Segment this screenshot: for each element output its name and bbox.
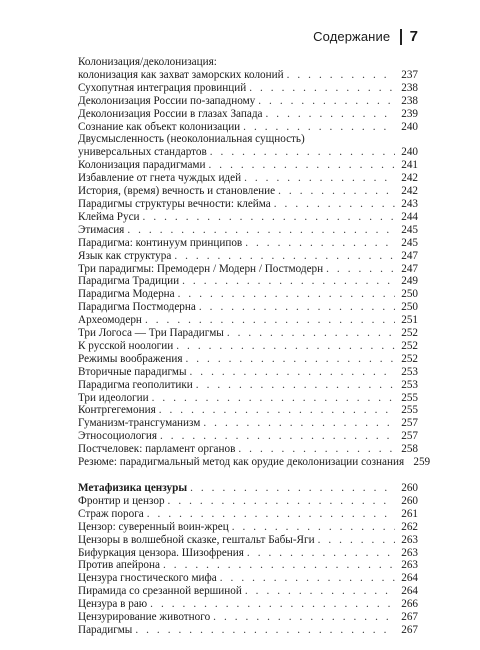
- running-header: [0, 28, 418, 45]
- toc-entry-page: 260: [401, 482, 418, 494]
- toc-entry-page: 257: [401, 430, 418, 443]
- leader-dots: [174, 250, 395, 263]
- leader-dots: [274, 198, 395, 211]
- leader-dots: [278, 185, 395, 198]
- leader-dots: [135, 624, 395, 637]
- toc-entry-page: 253: [401, 378, 418, 391]
- toc-entry-label: Парадигма Модерна: [78, 288, 175, 301]
- toc-entry-label: Деколонизация России в глазах Запада: [78, 107, 263, 120]
- toc-entry[interactable]: [78, 456, 431, 469]
- toc-entry-page: 241: [401, 159, 418, 172]
- toc-entry[interactable]: [78, 547, 418, 560]
- leader-dots: [185, 353, 395, 366]
- toc-entry-label: Археомодерн: [78, 314, 142, 327]
- toc-entry[interactable]: [78, 95, 418, 108]
- toc-entry[interactable]: [78, 430, 418, 443]
- toc-entry-page: 238: [401, 94, 418, 107]
- leader-dots: [182, 275, 395, 288]
- leader-dots: [145, 314, 395, 327]
- toc-entry-page: 255: [401, 404, 418, 417]
- toc-entry-page: 247: [401, 262, 418, 275]
- toc-entry[interactable]: [78, 237, 418, 250]
- leader-dots: [243, 121, 395, 134]
- toc-entry[interactable]: [78, 404, 418, 417]
- leader-dots: [203, 417, 395, 430]
- toc-entry-page: 245: [401, 223, 418, 236]
- toc-entry-page: 259: [413, 456, 431, 469]
- toc-entry[interactable]: [78, 534, 418, 547]
- toc-entry-label: История, (время) вечность и становление: [78, 185, 276, 198]
- leader-dots: [152, 392, 395, 405]
- toc-entry[interactable]: [78, 353, 418, 366]
- leader-dots: [210, 146, 395, 159]
- toc-entry-label: Пирамида со срезанной вершиной: [78, 585, 242, 598]
- leader-dots: [150, 598, 395, 611]
- leader-dots: [326, 263, 395, 276]
- toc-entry-label: Сухопутная интеграция провинций: [78, 81, 247, 94]
- leader-dots: [220, 572, 395, 585]
- toc-entry-page: 242: [401, 172, 418, 185]
- toc-entry-label: Парадигма: континуум принципов: [78, 236, 243, 249]
- toc-entry-page: 257: [401, 417, 418, 430]
- toc-entry-page: 239: [401, 107, 418, 120]
- toc-entry-page: 263: [401, 546, 418, 559]
- toc-entry-label: Три парадигмы: Премодерн / Модерн / Постмодерн: [78, 262, 324, 275]
- toc-entry-page: 252: [401, 327, 418, 340]
- toc-entry-page: 250: [401, 301, 418, 314]
- leader-dots: [244, 172, 395, 185]
- toc-entry-page: 237: [401, 68, 418, 81]
- toc-entry-page: 244: [401, 210, 418, 223]
- leader-dots: [178, 288, 395, 301]
- toc-entry-page: 252: [401, 339, 418, 352]
- toc-entry-label: Деколонизация России по-западному: [78, 94, 256, 107]
- leader-dots: [287, 69, 395, 82]
- leader-dots: [143, 211, 395, 224]
- toc-entry-page: 250: [401, 288, 418, 301]
- leader-dots: [318, 534, 395, 547]
- table-of-contents: [78, 56, 431, 637]
- header-divider: [400, 29, 402, 45]
- toc-entry-page: 253: [401, 365, 418, 378]
- toc-entry[interactable]: [78, 250, 418, 263]
- toc-entry[interactable]: [78, 288, 418, 301]
- toc-entry-label: Постчеловек: парламент органов: [78, 443, 236, 456]
- toc-entry-page: 240: [401, 120, 418, 133]
- toc-entry[interactable]: [78, 611, 418, 624]
- toc-entry-page: 240: [401, 146, 418, 159]
- toc-entry-page: 262: [401, 520, 418, 533]
- toc-entry-page: 258: [401, 443, 418, 456]
- toc-entry[interactable]: [78, 69, 418, 82]
- toc-entry[interactable]: [78, 185, 418, 198]
- toc-entry-label: Вторичные парадигмы: [78, 365, 187, 378]
- toc-entry-label: Бифуркация цензора. Шизофрения: [78, 546, 244, 559]
- toc-entry-page: 264: [401, 585, 418, 598]
- toc-entry[interactable]: [78, 495, 418, 508]
- toc-entry-page: 261: [401, 507, 418, 520]
- toc-entry-label: Цензура гностического мифа: [78, 572, 217, 585]
- toc-section-title: Метафизика цензуры: [78, 482, 188, 494]
- leader-dots: [213, 611, 395, 624]
- toc-entry[interactable]: [78, 559, 418, 572]
- toc-entry[interactable]: [78, 146, 418, 159]
- toc-entry-page: 245: [401, 236, 418, 249]
- toc-entry-label: Этимасия: [78, 223, 125, 236]
- leader-dots: [247, 547, 395, 560]
- toc-entry-page: 260: [401, 494, 418, 507]
- toc-entry[interactable]: [78, 443, 418, 456]
- toc-entry-page: 252: [401, 352, 418, 365]
- toc-entry-label: Цензоры в волшебной сказке, гештальт Бабы-Яги: [78, 533, 315, 546]
- toc-entry-label: Страж порога: [78, 507, 144, 520]
- header-title: Содержание: [313, 29, 391, 44]
- toc-entry-label: Парадигма геополитики: [78, 378, 193, 391]
- toc-section-heading[interactable]: [78, 482, 418, 495]
- toc-entry[interactable]: [78, 417, 418, 430]
- leader-dots: [245, 585, 395, 598]
- toc-entry[interactable]: [78, 314, 418, 327]
- leader-dots: [227, 327, 395, 340]
- toc-entry-label: Парадигма Постмодерна: [78, 301, 196, 314]
- toc-entry-label: Три идеологии: [78, 391, 149, 404]
- toc-entry-page: 255: [401, 391, 418, 404]
- leader-dots: [159, 404, 395, 417]
- toc-entry-label: Парадигма Традиции: [78, 275, 180, 288]
- toc-entry-label: Три Логоса — Три Парадигмы: [78, 327, 224, 340]
- toc-entry[interactable]: [78, 108, 418, 121]
- toc-entry[interactable]: [78, 327, 418, 340]
- leader-dots: [249, 82, 395, 95]
- leader-dots: [196, 379, 395, 392]
- toc-entry[interactable]: [78, 172, 418, 185]
- toc-entry-label: К русской ноологии: [78, 339, 174, 352]
- leader-dots: [147, 508, 395, 521]
- leader-dots: [265, 108, 395, 121]
- toc-entry[interactable]: [78, 340, 418, 353]
- leader-dots: [245, 237, 395, 250]
- toc-entry-page: 242: [401, 185, 418, 198]
- toc-entry-page: 267: [401, 611, 418, 624]
- toc-entry[interactable]: [78, 585, 418, 598]
- toc-entry-label: Избавление от гнета чуждых идей: [78, 172, 242, 185]
- toc-entry[interactable]: [78, 121, 418, 134]
- toc-entry-line: Двусмысленность (неоколониальная сущность): [78, 133, 305, 146]
- toc-entry-page: 238: [401, 81, 418, 94]
- toc-entry-label: универсальных стандартов: [78, 146, 207, 159]
- toc-entry-line: Колонизация/деколонизация:: [78, 56, 217, 68]
- toc-entry[interactable]: [78, 624, 418, 637]
- toc-entry-label: Сознание как объект колонизации: [78, 120, 241, 133]
- header-page-number: 7: [409, 28, 418, 45]
- toc-entry[interactable]: [78, 198, 418, 211]
- toc-entry-page: 263: [401, 533, 418, 546]
- toc-entry-page: 249: [401, 275, 418, 288]
- toc-entry-page: 264: [401, 572, 418, 585]
- toc-entry[interactable]: [78, 224, 418, 237]
- leader-dots: [238, 443, 395, 456]
- toc-entry-page: 267: [401, 623, 418, 636]
- toc-entry-page: 263: [401, 559, 418, 572]
- toc-entry[interactable]: [78, 211, 418, 224]
- toc-entry[interactable]: [78, 392, 418, 405]
- toc-entry[interactable]: [78, 82, 418, 95]
- toc-entry-label: Язык как структура: [78, 249, 172, 262]
- leader-dots: [127, 224, 395, 237]
- leader-dots: [190, 482, 395, 495]
- leader-dots: [232, 521, 395, 534]
- toc-entry-label: Парадигмы: [78, 623, 133, 636]
- toc-entry-label: Цензура в раю: [78, 598, 148, 611]
- toc-entry-label: колонизация как захват заморских колоний: [78, 68, 284, 81]
- toc-entry[interactable]: [78, 379, 418, 392]
- toc-entry-label: Клейма Руси: [78, 210, 140, 223]
- leader-dots: [199, 301, 395, 314]
- toc-entry-page: 266: [401, 598, 418, 611]
- toc-entry-label: Против апейрона: [78, 559, 160, 572]
- toc-entry-label: Гуманизм-трансгуманизм: [78, 417, 201, 430]
- toc-entry[interactable]: [78, 159, 418, 172]
- toc-entry-label: Резюме: парадигмальный метод как орудие деколонизации сознания: [78, 456, 405, 469]
- toc-entry-label: Парадигмы структуры вечности: клейма: [78, 197, 271, 210]
- leader-dots: [163, 559, 395, 572]
- toc-entry-label: Этносоциология: [78, 430, 158, 443]
- toc-entry[interactable]: [78, 366, 418, 379]
- leader-dots: [208, 159, 395, 172]
- toc-entry[interactable]: [78, 521, 418, 534]
- leader-dots: [176, 340, 395, 353]
- toc-entry[interactable]: [78, 301, 418, 314]
- leader-dots: [190, 366, 396, 379]
- leader-dots: [160, 430, 395, 443]
- toc-entry[interactable]: [78, 263, 418, 276]
- toc-entry-page: 243: [401, 197, 418, 210]
- leader-dots: [168, 495, 395, 508]
- section-gap: [78, 469, 418, 482]
- toc-entry-label: Цензор: суверенный воин-жрец: [78, 520, 229, 533]
- toc-entry-label: Режимы воображения: [78, 352, 183, 365]
- toc-entry-label: Контргегемония: [78, 404, 156, 417]
- toc-entry-page: 247: [401, 249, 418, 262]
- toc-entry-label: Цензурирование животного: [78, 611, 211, 624]
- toc-entry-label: Колонизация парадигмами: [78, 159, 206, 172]
- toc-entry[interactable]: [78, 598, 418, 611]
- toc-entry[interactable]: [78, 572, 418, 585]
- toc-entry-page: 251: [401, 314, 418, 327]
- toc-entry-label: Фронтир и цензор: [78, 494, 165, 507]
- toc-entry[interactable]: [78, 275, 418, 288]
- leader-dots: [258, 95, 395, 108]
- toc-entry[interactable]: [78, 508, 418, 521]
